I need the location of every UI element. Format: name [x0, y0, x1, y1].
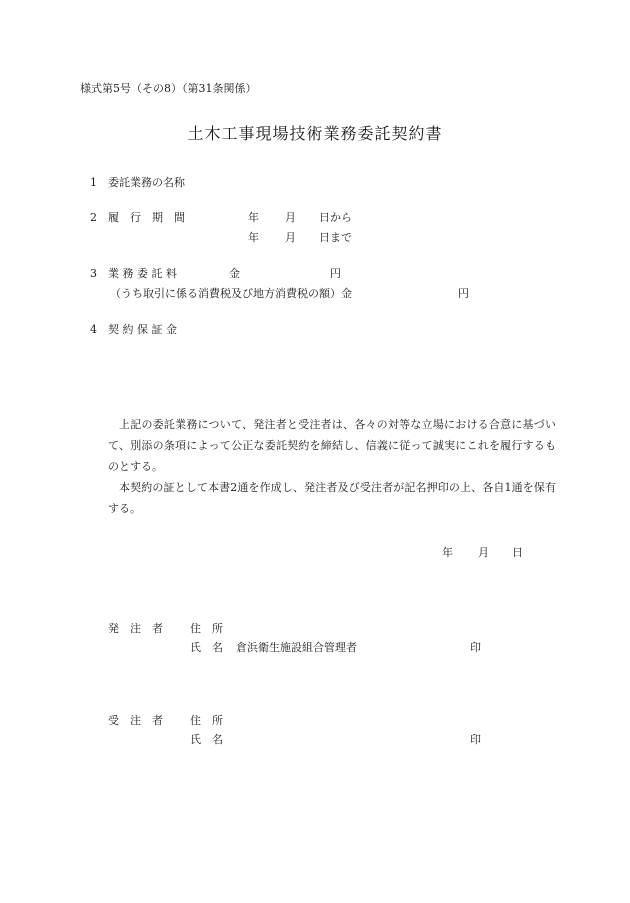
body-text [108, 414, 556, 519]
orderer-address-label: 住 所 [190, 622, 223, 635]
period-start-day: 日から [319, 211, 352, 224]
contractor-name-label: 氏 名 [190, 733, 223, 746]
form-number: 様式第5号（その8）（第31条関係） [80, 82, 257, 95]
item1-number: 1 [90, 176, 97, 189]
orderer-name-label: 氏 名 [190, 641, 223, 654]
document-title: 土木工事現場技術業務委託契約書 [187, 124, 443, 143]
period-end-day: 日まで [319, 231, 352, 244]
orderer-seal: 印 [470, 641, 481, 654]
fee-kin: 金 [229, 267, 240, 280]
contractor-role: 受 注 者 [108, 714, 163, 727]
item3-number: 3 [90, 267, 97, 280]
fee-yen: 円 [330, 267, 341, 280]
tax-amount-label: （うち取引に係る消費税及び地方消費税の額）金 [110, 287, 352, 300]
item4-label: 契 約 保 証 金 [108, 323, 177, 336]
item1-label: 委託業務の名称 [108, 176, 185, 189]
period-end-month: 月 [285, 231, 296, 244]
body-paragraph-1: 上記の委託業務について、発注者と受注者は、各々の対等な立場における合意に基づいて、別添の条項によって公正な委託契約を締結し、信義に従って誠実にこれを履行するものとする。 [108, 418, 556, 473]
date-month: 月 [478, 546, 489, 559]
orderer-role: 発 注 者 [108, 622, 163, 635]
item4-number: 4 [90, 323, 97, 336]
body-paragraph-2: 本契約の証として本書2通を作成し、発注者及び受注者が記名押印の上、各自1通を保有する。 [108, 481, 556, 515]
period-end-year: 年 [248, 231, 259, 244]
date-day: 日 [512, 546, 523, 559]
contractor-address-label: 住 所 [190, 714, 223, 727]
period-start-year: 年 [248, 211, 259, 224]
date-year: 年 [442, 546, 453, 559]
period-start-month: 月 [285, 211, 296, 224]
tax-yen: 円 [458, 287, 469, 300]
item2-label: 履 行 期 間 [108, 211, 185, 224]
orderer-name-value: 倉浜衛生施設組合管理者 [236, 641, 357, 654]
item3-label: 業 務 委 託 料 [108, 267, 177, 280]
item2-number: 2 [90, 211, 97, 224]
contractor-seal: 印 [470, 733, 481, 746]
